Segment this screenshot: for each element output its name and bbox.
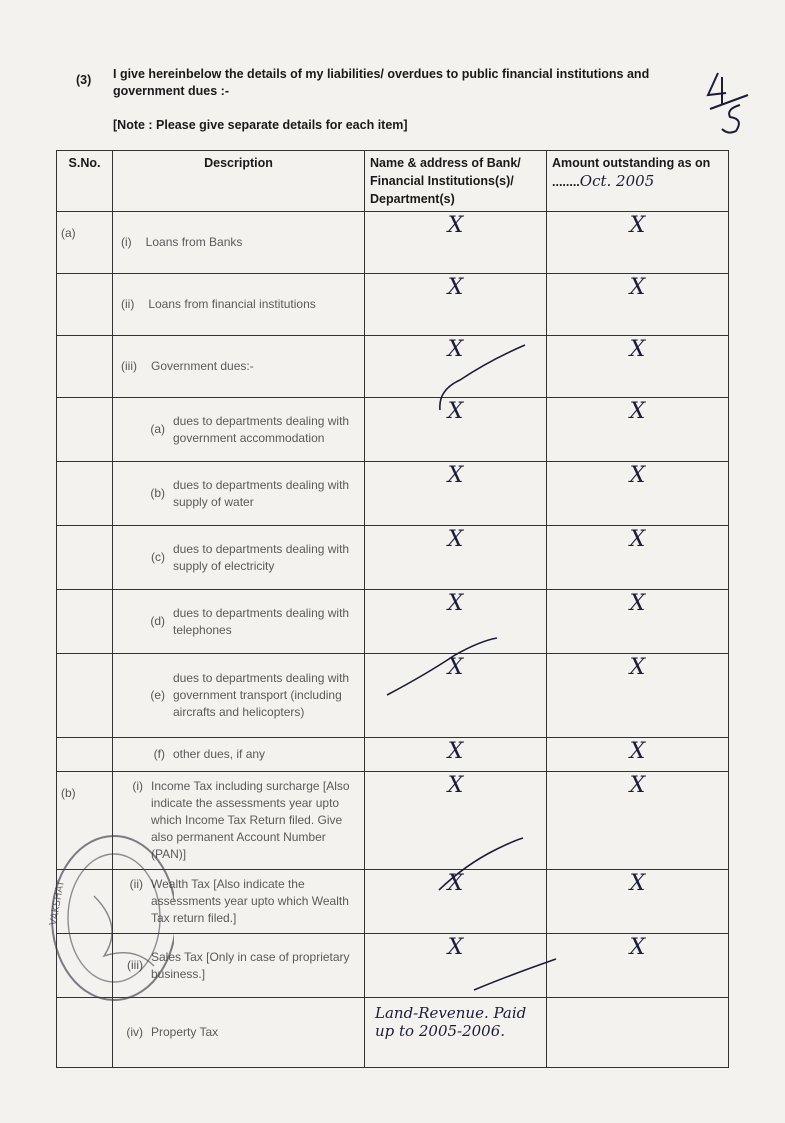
bank-mark: X xyxy=(365,772,547,870)
amount-mark: X xyxy=(547,462,729,526)
note-text: [Note : Please give separate details for each item] xyxy=(113,118,408,132)
amount-mark: X xyxy=(547,526,729,590)
official-stamp xyxy=(44,826,174,1006)
row-description: Wealth Tax [Also indicate the assessments year upto which Wealth Tax return filed.] xyxy=(151,877,349,925)
amount-mark xyxy=(547,998,729,1068)
col-header-bank: Name & address of Bank/ Financial Institutions(s)/ Department(s) xyxy=(365,151,547,212)
bank-mark: X xyxy=(365,212,547,274)
amount-date: Oct. 2005 xyxy=(579,172,655,190)
bank-mark: X xyxy=(365,398,547,462)
check-stroke xyxy=(430,340,530,420)
row-description: Loans from Banks xyxy=(145,235,243,249)
row-description: Property Tax xyxy=(151,1025,219,1039)
bank-mark: X xyxy=(365,654,547,738)
table-row: (e) dues to departments dealing with government transport (including aircrafts and helicopters) X X xyxy=(57,654,729,738)
row-description: dues to departments dealing with supply of water xyxy=(173,477,350,509)
amount-mark: X xyxy=(547,336,729,398)
amount-mark: X xyxy=(547,590,729,654)
amount-mark: X xyxy=(547,398,729,462)
row-description: Income Tax including surcharge [Also indicate the assessments year upto which Income Tax Return filed. Give also permanent Account Number (PAN)] xyxy=(151,779,350,861)
table-row: (b) dues to departments dealing with supply of water X X xyxy=(57,462,729,526)
check-stroke xyxy=(435,835,525,895)
row-description: Sales Tax [Only in case of proprietary business.] xyxy=(151,949,350,981)
table-row: (iii) Government dues:- X X xyxy=(57,336,729,398)
amount-mark: X xyxy=(547,274,729,336)
amount-mark: X xyxy=(547,654,729,738)
bank-mark: X xyxy=(365,462,547,526)
bank-mark: X xyxy=(365,934,547,998)
table-row: (iv) Property Tax Land-Revenue. Paid up to 2005-2006. xyxy=(57,998,729,1068)
row-description: dues to departments dealing with supply of electricity xyxy=(173,541,350,573)
bank-mark: X xyxy=(365,590,547,654)
row-description: other dues, if any xyxy=(173,747,266,761)
col-header-sno: S.No. xyxy=(57,151,113,212)
row-description: Government dues:- xyxy=(151,359,254,373)
table-row: (d) dues to departments dealing with telephones X X xyxy=(57,590,729,654)
row-description: dues to departments dealing with government accommodation xyxy=(173,413,350,445)
amount-mark: X xyxy=(547,934,729,998)
table-row: (a) (i) Loans from Banks X X xyxy=(57,212,729,274)
table-row: (f) other dues, if any X X xyxy=(57,738,729,772)
bank-mark: X xyxy=(365,274,547,336)
property-tax-note: Land-Revenue. Paid up to 2005-2006. xyxy=(365,998,547,1068)
table-row: (ii) Loans from financial institutions X X xyxy=(57,274,729,336)
handwritten-page-number xyxy=(700,65,755,140)
table-row: (c) dues to departments dealing with supply of electricity X X xyxy=(57,526,729,590)
bank-mark: X xyxy=(365,336,547,398)
svg-text:VAKSHAT: VAKSHAT xyxy=(48,879,67,927)
row-description: Loans from financial institutions xyxy=(148,297,316,311)
check-stroke xyxy=(470,955,560,995)
amount-mark: X xyxy=(547,738,729,772)
amount-mark: X xyxy=(547,212,729,274)
row-description: dues to departments dealing with government transport (including aircrafts and helicopters) xyxy=(173,671,350,719)
bank-mark: X xyxy=(365,870,547,934)
bank-mark: X xyxy=(365,738,547,772)
table-row: (iii) Sales Tax [Only in case of proprietary business.] X X xyxy=(57,934,729,998)
col-header-description: Description xyxy=(113,151,365,212)
table-row: (a) dues to departments dealing with government accommodation X X xyxy=(57,398,729,462)
row-description: dues to departments dealing with telephones xyxy=(173,605,350,637)
amount-mark: X xyxy=(547,870,729,934)
table-row: (b) (i) Income Tax including surcharge [Also indicate the assessments year upto which Income Tax Return filed. Give also permanent Account Number (PAN)] X X xyxy=(57,772,729,870)
table-row: (ii) Wealth Tax [Also indicate the assessments year upto which Wealth Tax return filed.] X X xyxy=(57,870,729,934)
amount-mark: X xyxy=(547,772,729,870)
section-statement: I give hereinbelow the details of my liabilities/ overdues to public financial institutions and government dues :- xyxy=(113,67,650,98)
section-number: (3) xyxy=(76,73,92,87)
col-header-amount: Amount outstanding as on ........Oct. 2005 xyxy=(547,151,729,212)
check-stroke xyxy=(385,635,500,705)
bank-mark: X xyxy=(365,526,547,590)
